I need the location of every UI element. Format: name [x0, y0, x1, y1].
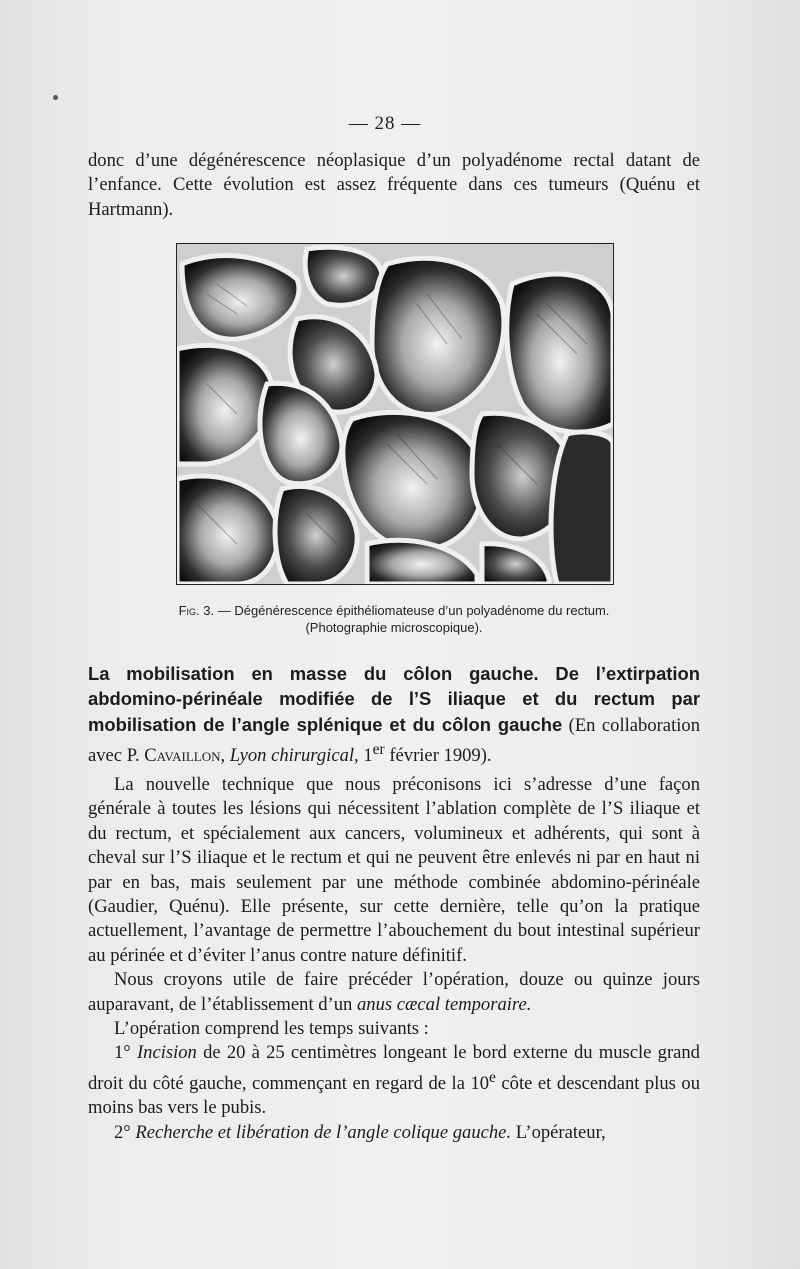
micrograph-image: [177, 244, 613, 584]
paragraph-technique: La nouvelle technique que nous préconisons ici s’adresse d’une façon générale à toutes les lésions qui nécessitent l’ablation complète de l’S iliaque et du rectum, et spécialement aux cancers, volumineux et adhérents, qui sont à cheval sur l’S iliaque et le rectum et qui ne peuvent être enlevés ni par en haut ni par en bas, mais seulement par une méthode combinée abdomino-périnéale (Gaudier, Quénu). Elle présente, sur cette dernière, telle qu’on la pratique actuellement, l’avantage de permettre l’abouchement du bout intestinal supérieur au périnée et d’éviter l’anus contre nature définitif.: [88, 774, 700, 966]
paragraph-anus-caecal: [88, 968, 700, 1017]
caption-line-2: (Photographie microscopique).: [305, 620, 483, 635]
paragraph-step-2: [88, 1121, 700, 1145]
body-text: [88, 773, 700, 1145]
step-1-title: Incision: [136, 1042, 197, 1064]
heading-date-suffix: février 1909).: [384, 745, 492, 767]
step-2-text: L’opérateur,: [511, 1121, 606, 1143]
section-title: La mobilisation en masse du côlon gauche. De l’extirpation abdomino-périnéale modifiée de l’S iliaque et du rectum par mobilisation de l’angle splénique et du côlon gauche: [88, 663, 700, 735]
step-2-title: Recherche et libération de l’angle colique gauche.: [135, 1121, 512, 1143]
step-2-number: 2°: [114, 1121, 136, 1143]
caption-title: — Dégénérescence épithéliomateuse d’un polyadénome du rectum.: [214, 603, 610, 618]
step-1-sup: e: [489, 1068, 496, 1086]
heading-author: Cavaillon: [144, 745, 221, 767]
heading-date-prefix: , 1: [354, 745, 373, 767]
step-1-text-a: de 20 à 25 centimètres longeant le bord externe du muscle grand droit du côté gauche, commençant en regard de la 10: [88, 1042, 700, 1095]
heading-journal: Lyon chirurgical: [229, 745, 355, 767]
print-speck: [53, 95, 58, 100]
heading-date-sup: er: [372, 741, 385, 759]
section-heading: La mobilisation en masse du côlon gauche. De l’extirpation abdomino-périnéale modifiée de l’S iliaque et du rectum par mobilisation de l’angle splénique et du côlon gauche (En collaboration avec P. Cavaillon, Lyon chirurgical, 1er février 1909).: [88, 663, 700, 767]
figure-microscopic-photo: [176, 243, 614, 585]
caption-figure-label: Fig. 3.: [178, 603, 215, 618]
anus-caecal-term: anus cæcal temporaire.: [357, 993, 532, 1015]
paragraph-anus-caecal-text: Nous croyons utile de faire précéder l’opération, douze ou quinze jours auparavant, de l’établissement d’un: [88, 969, 700, 1015]
paragraph-step-1: [88, 1041, 700, 1120]
intro-paragraph: donc d’une dégénérescence néoplasique d’un polyadénome rectal datant de l’enfance. Cette évolution est assez fréquente dans ces tumeurs (Quénu et Hartmann).: [88, 150, 700, 220]
step-1-text-b: côte et descendant plus ou moins bas vers le pubis.: [88, 1073, 700, 1119]
heading-collaboration: (En collaboration avec P.: [88, 714, 700, 767]
caption-line-1: [88, 602, 700, 619]
paragraph-steps-intro: L’opération comprend les temps suivants :: [114, 1018, 429, 1040]
step-1-number: 1°: [114, 1042, 137, 1064]
page-number: — 28 —: [348, 113, 422, 134]
figure-caption: [88, 602, 700, 636]
